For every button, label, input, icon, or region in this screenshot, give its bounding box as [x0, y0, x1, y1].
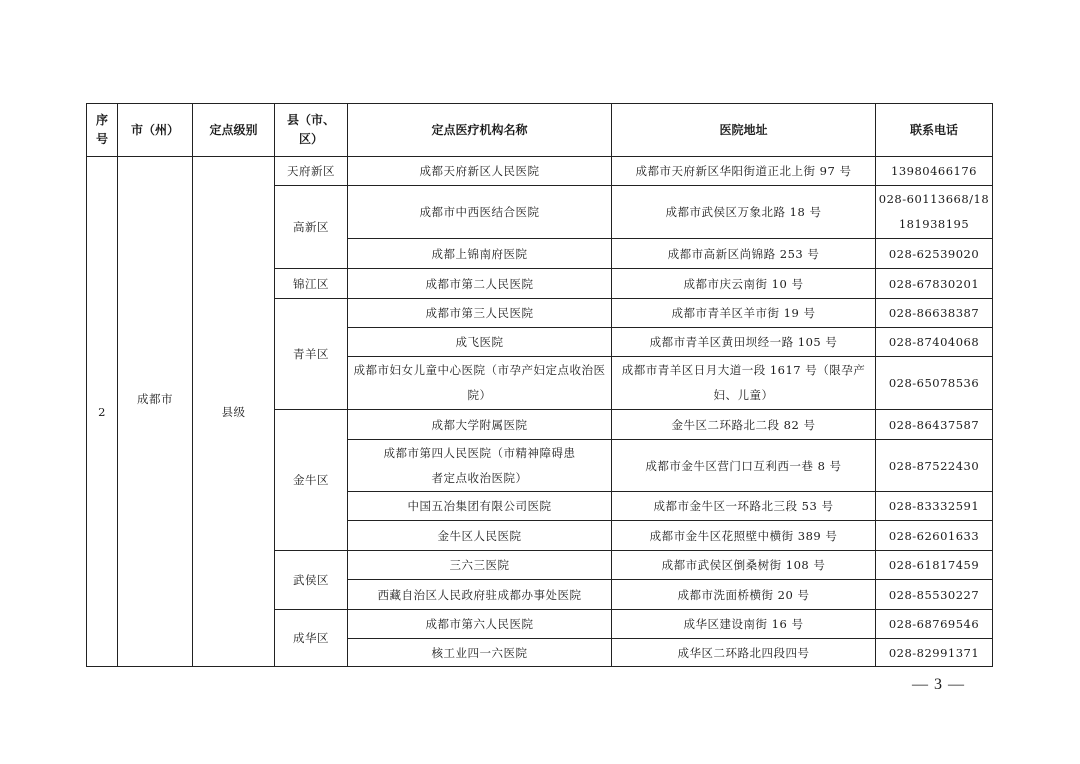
table-row — [87, 157, 993, 186]
header-city: 市（州） — [118, 104, 193, 157]
county-cell: 武侯区 — [275, 551, 348, 610]
hospital-phone: 028-65078536 — [876, 357, 993, 410]
hospital-phone: 028-83332591 — [876, 492, 993, 521]
hospital-phone: 028-62539020 — [876, 239, 993, 269]
hospital-name: 成都市第二人民医院 — [348, 269, 612, 299]
county-cell: 青羊区 — [275, 299, 348, 410]
hospital-table — [86, 103, 993, 667]
hospital-address: 成都市青羊区日月大道一段 1617 号（限孕产妇、儿童） — [612, 357, 876, 410]
hospital-name: 中国五冶集团有限公司医院 — [348, 492, 612, 521]
hospital-address: 成都市武侯区万象北路 18 号 — [612, 186, 876, 239]
header-county: 县（市、区） — [275, 104, 348, 157]
hospital-phone: 028-62601633 — [876, 521, 993, 551]
hospital-name: 成都市第三人民医院 — [348, 299, 612, 328]
hospital-name: 成都市第六人民医院 — [348, 610, 612, 639]
hospital-address: 成都市青羊区黄田坝经一路 105 号 — [612, 328, 876, 357]
county-cell: 天府新区 — [275, 157, 348, 186]
hospital-phone: 028-85530227 — [876, 580, 993, 610]
hospital-address: 成都市金牛区花照壁中横街 389 号 — [612, 521, 876, 551]
hospital-name: 成都市第四人民医院（市精神障碍患者定点收治医院） — [348, 440, 612, 492]
hospital-phone: 028-82991371 — [876, 639, 993, 667]
header-address: 医院地址 — [612, 104, 876, 157]
hospital-phone: 028-67830201 — [876, 269, 993, 299]
hospital-name: 成都市妇女儿童中心医院（市孕产妇定点收治医院） — [348, 357, 612, 410]
header-row — [87, 104, 993, 157]
hospital-address: 成都市洗面桥横街 20 号 — [612, 580, 876, 610]
hospital-address: 金牛区二环路北二段 82 号 — [612, 410, 876, 440]
county-cell: 金牛区 — [275, 410, 348, 551]
hospital-address: 成都市金牛区营门口互利西一巷 8 号 — [612, 440, 876, 492]
hospital-name: 三六三医院 — [348, 551, 612, 580]
hospital-phone: 028-86437587 — [876, 410, 993, 440]
group-city: 成都市 — [118, 157, 193, 667]
hospital-name: 成飞医院 — [348, 328, 612, 357]
hospital-name: 金牛区人民医院 — [348, 521, 612, 551]
header-level: 定点级别 — [193, 104, 275, 157]
group-level: 县级 — [193, 157, 275, 667]
county-cell: 成华区 — [275, 610, 348, 667]
hospital-name: 核工业四一六医院 — [348, 639, 612, 667]
hospital-name: 成都天府新区人民医院 — [348, 157, 612, 186]
hospital-address: 成都市高新区尚锦路 253 号 — [612, 239, 876, 269]
hospital-phone: 028-86638387 — [876, 299, 993, 328]
hospital-address: 成都市庆云南街 10 号 — [612, 269, 876, 299]
hospital-name: 成都上锦南府医院 — [348, 239, 612, 269]
hospital-name: 成都市中西医结合医院 — [348, 186, 612, 239]
hospital-address: 成都市金牛区一环路北三段 53 号 — [612, 492, 876, 521]
hospital-name: 成都大学附属医院 — [348, 410, 612, 440]
hospital-phone: 028-61817459 — [876, 551, 993, 580]
county-cell: 锦江区 — [275, 269, 348, 299]
hospital-address: 成华区建设南街 16 号 — [612, 610, 876, 639]
header-index: 序号 — [87, 104, 118, 157]
hospital-address: 成华区二环路北四段四号 — [612, 639, 876, 667]
hospital-name: 西藏自治区人民政府驻成都办事处医院 — [348, 580, 612, 610]
hospital-address: 成都市武侯区倒桑树街 108 号 — [612, 551, 876, 580]
hospital-address: 成都市青羊区羊市街 19 号 — [612, 299, 876, 328]
hospital-phone: 028-68769546 — [876, 610, 993, 639]
page-number: — 3 — — [912, 676, 965, 693]
header-phone: 联系电话 — [876, 104, 993, 157]
hospital-address: 成都市天府新区华阳街道正北上街 97 号 — [612, 157, 876, 186]
hospital-phone: 028-87404068 — [876, 328, 993, 357]
group-index: 2 — [87, 157, 118, 667]
county-cell: 高新区 — [275, 186, 348, 269]
hospital-phone: 028-87522430 — [876, 440, 993, 492]
header-name: 定点医疗机构名称 — [348, 104, 612, 157]
hospital-phone: 13980466176 — [876, 157, 993, 186]
hospital-phone: 028-60113668/18 181938195 — [876, 186, 993, 239]
